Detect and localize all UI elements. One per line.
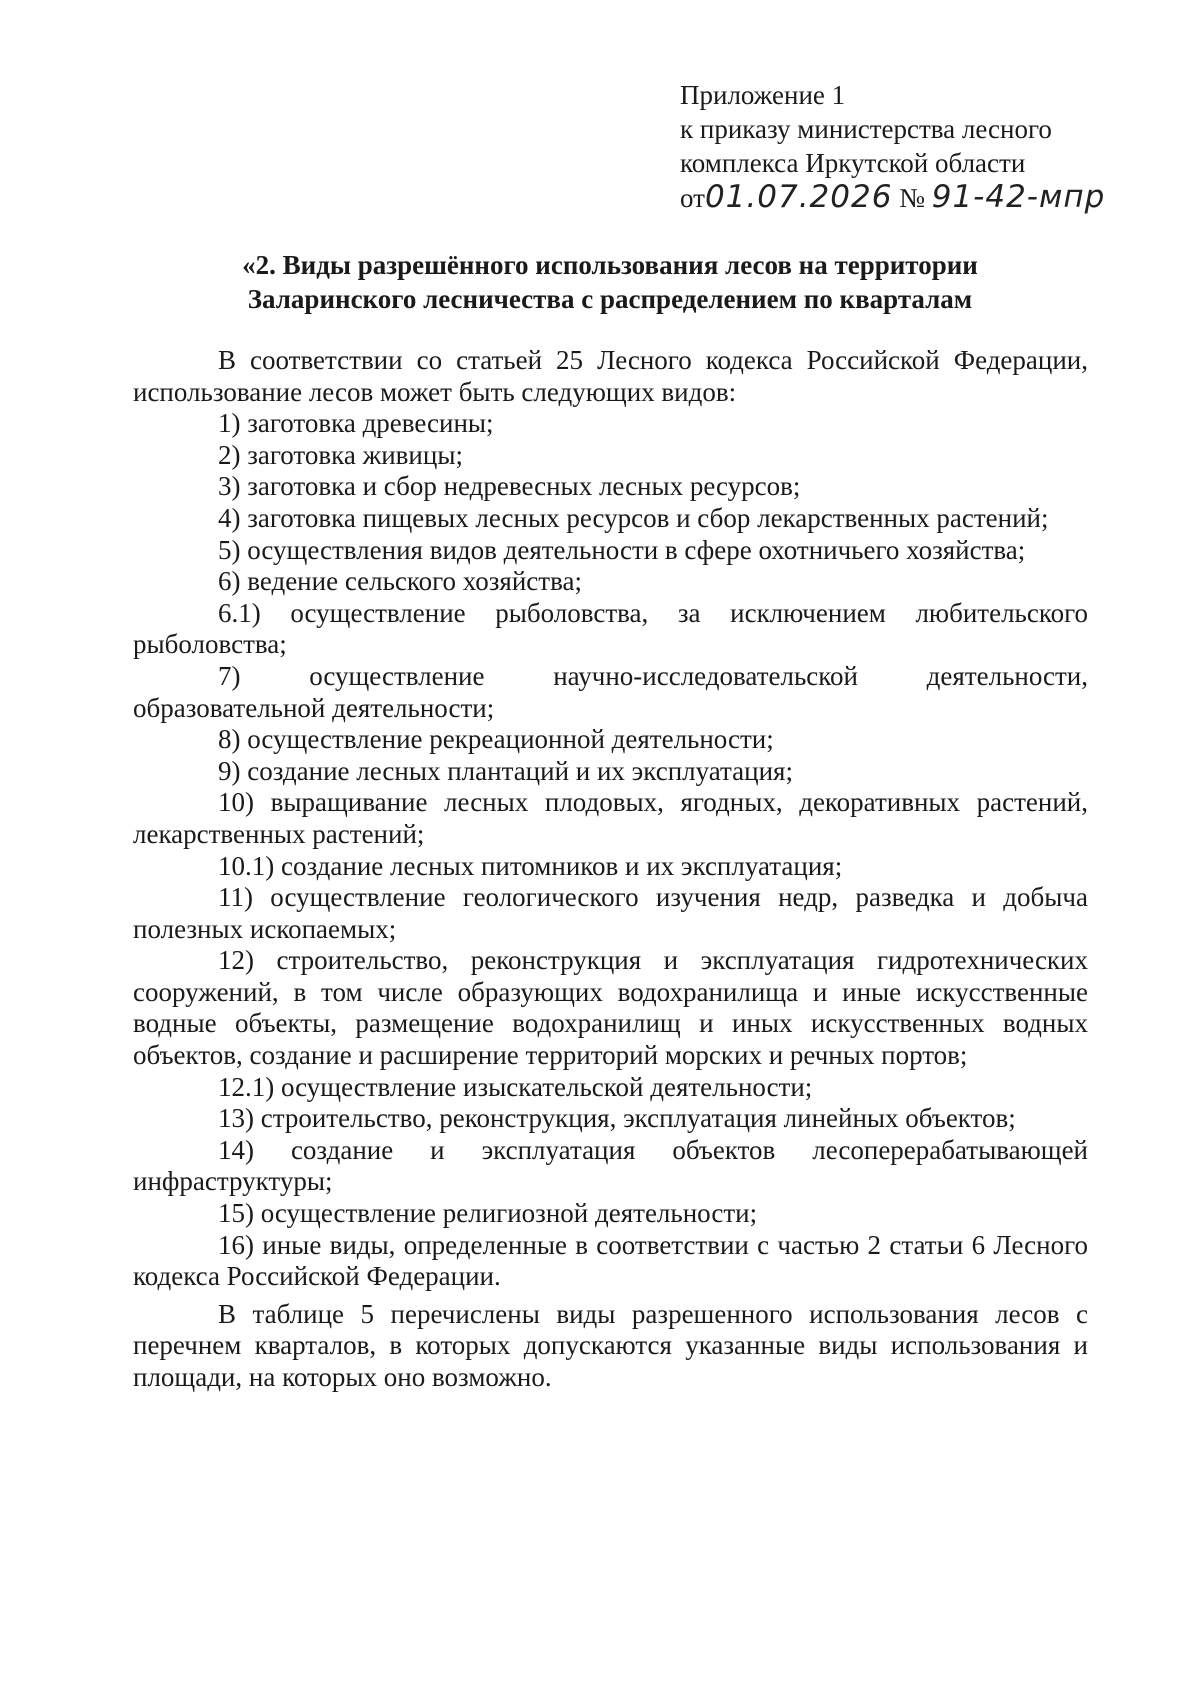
- list-item: 13) строительство, реконструкция, эксплуатация линейных объектов;: [218, 1103, 1016, 1134]
- list-item: 16) иные виды, определенные в соответствии с частью 2 статьи 6 Лесного кодекса Российской Федерации.: [133, 1229, 1088, 1292]
- list-item: 6) ведение сельского хозяйства;: [218, 566, 582, 597]
- list-item: 12) строительство, реконструкция и эксплуатация гидротехнических сооружений, в том числе образующих водохранилища и иные искусственные водные объекты, размещение водохранилищ и иных искусственных водных объектов, создание и расширение территорий морских и речных портов;: [133, 945, 1088, 1071]
- list-item: 10) выращивание лесных плодовых, ягодных, декоративных растений, лекарственных растений;: [133, 787, 1088, 849]
- list-item: 8) осуществление рекреационной деятельности;: [218, 724, 774, 755]
- list-item: 2) заготовка живицы;: [218, 439, 463, 470]
- list-item: 11) осуществление геологического изучения недр, разведка и добыча полезных ископаемых;: [133, 882, 1088, 944]
- list-item: 4) заготовка пищевых лесных ресурсов и сбор лекарственных растений;: [218, 502, 1049, 533]
- from-label: от: [680, 183, 705, 213]
- handwritten-order-number: 91-42-мпр: [931, 179, 1106, 215]
- list-item: 12.1) осуществление изыскательской деятельности;: [218, 1071, 813, 1102]
- list-item: 14) создание и эксплуатация объектов лесоперерабатывающей инфраструктуры;: [133, 1134, 1088, 1197]
- body-text: [133, 345, 1088, 1394]
- appendix-ministry: комплекса Иркутской области: [680, 148, 1026, 178]
- list-item: 7) осуществление научно-исследовательской деятельности, образовательной деятельности;: [133, 660, 1088, 723]
- list-item: 9) создание лесных плантаций и их эксплуатация;: [218, 755, 793, 786]
- appendix-title: Приложение 1: [680, 80, 846, 110]
- handwritten-date: 01.07.2026: [704, 179, 893, 215]
- heading-line-2: Заларинского лесничества с распределением по кварталам: [247, 284, 973, 314]
- list-item: 1) заготовка древесины;: [218, 408, 494, 439]
- order-date-number-line: [680, 179, 1106, 215]
- list-item: 3) заготовка и сбор недревесных лесных ресурсов;: [218, 471, 801, 502]
- heading-line-1: «2. Виды разрешённого использования лесов на территории: [242, 250, 978, 280]
- section-heading: [130, 248, 1090, 316]
- list-item: 10.1) создание лесных питомников и их эксплуатация;: [218, 850, 843, 881]
- list-item: 6.1) осуществление рыболовства, за исключением любительского рыболовства;: [133, 597, 1088, 660]
- number-label: №: [899, 183, 925, 213]
- appendix-order-ref: к приказу министерства лесного: [680, 114, 1052, 144]
- closing-paragraph: В таблице 5 перечислены виды разрешенного использования лесов с перечнем кварталов, в которых допускаются указанные виды использования и площади, на которых оно возможно.: [133, 1298, 1088, 1392]
- list-item: 5) осуществления видов деятельности в сфере охотничьего хозяйства;: [218, 534, 1026, 565]
- list-item: 15) осуществление религиозной деятельности;: [218, 1198, 758, 1229]
- intro-paragraph: В соответствии со статьей 25 Лесного кодекса Российской Федерации, использование лесов может быть следующих видов:: [133, 345, 1088, 407]
- appendix-block: [680, 78, 1106, 215]
